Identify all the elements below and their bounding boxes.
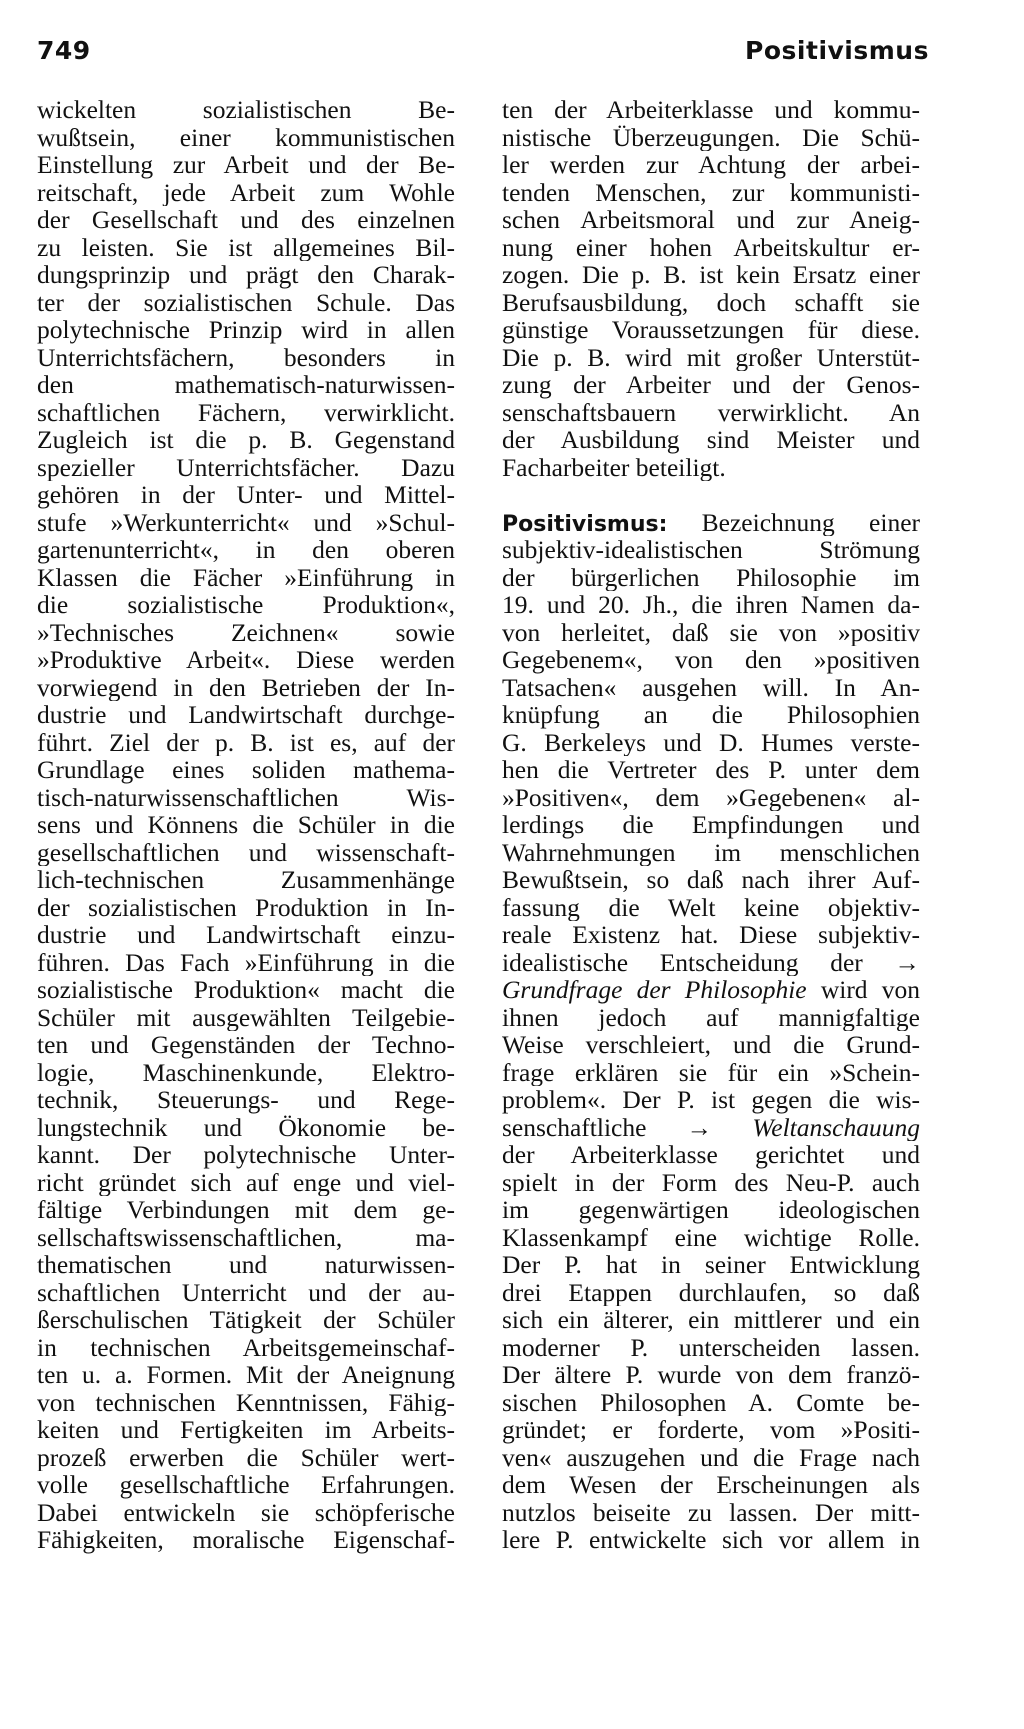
text-line: Einstellung zur Arbeit und der Be- <box>37 151 455 179</box>
entry-xref-line <box>502 976 920 1004</box>
text-line: G. Berkeleys und D. Humes verste- <box>502 728 920 756</box>
text-line: ten der Arbeiterklasse und kommu- <box>502 96 920 124</box>
text-line: sellschaftswissenschaftlichen, ma- <box>37 1223 455 1251</box>
entry-first-line-text: Bezeichnung einer <box>667 508 920 536</box>
entry-xref-line <box>502 1114 920 1142</box>
text-line: ihnen jedoch auf mannigfaltige <box>502 1003 920 1031</box>
text-line: hen die Vertreter des P. unter dem <box>502 756 920 784</box>
text-line: Weise verschleiert, und die Grund- <box>502 1031 920 1059</box>
text-line: von herleitet, daß sie von »positiv <box>502 618 920 646</box>
text-line: Grundlage eines soliden mathema- <box>37 756 455 784</box>
text-line: schaftlichen Fächern, verwirklicht. <box>37 398 455 426</box>
text-line: der Ausbildung sind Meister und <box>502 426 920 454</box>
text-line: dem Wesen der Erscheinungen als <box>502 1471 920 1499</box>
text-line: ten und Gegenständen der Techno- <box>37 1031 455 1059</box>
entry-text-block <box>502 1141 920 1554</box>
text-line: den mathematisch-naturwissen- <box>37 371 455 399</box>
text-line: lerdings die Empfindungen und <box>502 811 920 839</box>
text-line: subjektiv-idealistischen Strömung <box>502 536 920 564</box>
text-line: spezieller Unterrichtsfächer. Dazu <box>37 453 455 481</box>
running-head: Positivismus <box>745 36 929 65</box>
entry-text-block <box>502 536 920 976</box>
text-line: Der ältere P. wurde von dem franzö- <box>502 1361 920 1389</box>
text-line: Klassenkampf eine wichtige Rolle. <box>502 1223 920 1251</box>
text-line: ßerschulischen Tätigkeit der Schüler <box>37 1306 455 1334</box>
text-line: lere P. entwickelte sich vor allem in <box>502 1526 920 1554</box>
text-line: senschaftsbauern verwirklicht. An <box>502 398 920 426</box>
text-line: fassung die Welt keine objektiv- <box>502 893 920 921</box>
text-line: gründet; er forderte, vom »Positi- <box>502 1416 920 1444</box>
text-line: Schüler mit ausgewählten Teilgebie- <box>37 1003 455 1031</box>
text-line: der Gesellschaft und des einzelnen <box>37 206 455 234</box>
text-line: fältige Verbindungen mit dem ge- <box>37 1196 455 1224</box>
text-line: gehören in der Unter- und Mittel- <box>37 481 455 509</box>
text-line: idealistische Entscheidung der → <box>502 948 920 976</box>
text-line: schaftlichen Unterricht und der au- <box>37 1278 455 1306</box>
text-line: gartenunterricht«, in den oberen <box>37 536 455 564</box>
text-line: frage erklären sie für ein »Schein- <box>502 1058 920 1086</box>
text-line: 19. und 20. Jh., die ihren Namen da- <box>502 591 920 619</box>
text-line: polytechnische Prinzip wird in allen <box>37 316 455 344</box>
text-line: günstige Voraussetzungen für diese. <box>502 316 920 344</box>
text-line: Unterrichtsfächern, besonders in <box>37 343 455 371</box>
text-line: führen. Das Fach »Einführung in die <box>37 948 455 976</box>
entry-first-line <box>502 509 920 537</box>
text-line: logie, Maschinenkunde, Elektro- <box>37 1058 455 1086</box>
text-line: sischen Philosophen A. Comte be- <box>502 1388 920 1416</box>
text-line: in technischen Arbeitsgemeinschaf- <box>37 1333 455 1361</box>
text-line: der Arbeiterklasse gerichtet und <box>502 1141 920 1169</box>
left-column <box>37 96 455 1554</box>
text-line: wickelten sozialistischen Be- <box>37 96 455 124</box>
text-line: sens und Könnens die Schüler in die <box>37 811 455 839</box>
text-line: Die p. B. wird mit großer Unterstüt- <box>502 343 920 371</box>
text-line: kannt. Der polytechnische Unter- <box>37 1141 455 1169</box>
text-line: drei Etappen durchlaufen, so daß <box>502 1278 920 1306</box>
text-line: zu leisten. Sie ist allgemeines Bil- <box>37 233 455 261</box>
text-line: knüpfung an die Philosophien <box>502 701 920 729</box>
right-column <box>502 96 920 1554</box>
text-line: Facharbeiter beteiligt. <box>502 453 726 481</box>
text-line: ter der sozialistischen Schule. Das <box>37 288 455 316</box>
text-line: ven« auszugehen und die Frage nach <box>502 1443 920 1471</box>
text-line: zung der Arbeiter und der Genos- <box>502 371 920 399</box>
previous-entry-continuation <box>502 96 920 481</box>
text-line: sich ein älterer, ein mittlerer und ein <box>502 1306 920 1334</box>
text-line: Klassen die Fächer »Einführung in <box>37 563 455 591</box>
text-line: von technischen Kenntnissen, Fähig- <box>37 1388 455 1416</box>
text-line: nistische Überzeugungen. Die Schü- <box>502 123 920 151</box>
text-line: im gegenwärtigen ideologischen <box>502 1196 920 1224</box>
text-line: führt. Ziel der p. B. ist es, auf der <box>37 728 455 756</box>
entry-spacer <box>502 481 920 509</box>
entry-line-text: wird von <box>806 976 920 1004</box>
text-line: Dabei entwickeln sie schöpferische <box>37 1498 455 1526</box>
text-line: sozialistische Produktion« macht die <box>37 976 455 1004</box>
text-line: Zugleich ist die p. B. Gegenstand <box>37 426 455 454</box>
text-line: volle gesellschaftliche Erfahrungen. <box>37 1471 455 1499</box>
text-line: Fähigkeiten, moralische Eigenschaf- <box>37 1526 455 1554</box>
cross-reference-link[interactable]: Grundfrage der Philosophie <box>502 976 807 1004</box>
entry-headword: Positivismus: <box>502 511 668 536</box>
text-line: zogen. Die p. B. ist kein Ersatz einer <box>502 261 920 289</box>
text-line: wußtsein, einer kommunistischen <box>37 123 455 151</box>
text-line: »Technisches Zeichnen« sowie <box>37 618 455 646</box>
cross-reference-link[interactable]: Weltanschauung <box>752 1113 920 1141</box>
text-line: richt gründet sich auf enge und viel- <box>37 1168 455 1196</box>
text-line: thematischen und naturwissen- <box>37 1251 455 1279</box>
text-line: schen Arbeitsmoral und zur Aneig- <box>502 206 920 234</box>
text-line: Der P. hat in seiner Entwicklung <box>502 1251 920 1279</box>
text-line: stufe »Werkunterricht« und »Schul- <box>37 508 455 536</box>
text-line: lich-technischen Zusammenhänge <box>37 866 455 894</box>
text-line: dustrie und Landwirtschaft durchge- <box>37 701 455 729</box>
text-line: prozeß erwerben die Schüler wert- <box>37 1443 455 1471</box>
text-line: die sozialistische Produktion«, <box>37 591 455 619</box>
text-line: »Produktive Arbeit«. Diese werden <box>37 646 455 674</box>
text-line: der bürgerlichen Philosophie im <box>502 563 920 591</box>
text-line: der sozialistischen Produktion in In- <box>37 893 455 921</box>
text-line: vorwiegend in den Betrieben der In- <box>37 673 455 701</box>
text-line: nutzlos beiseite zu lassen. Der mitt- <box>502 1498 920 1526</box>
text-line: problem«. Der P. ist gegen die wis- <box>502 1086 920 1114</box>
page-number: 749 <box>37 36 91 65</box>
text-line: Wahrnehmungen im menschlichen <box>502 838 920 866</box>
text-line: reale Existenz hat. Diese subjektiv- <box>502 921 920 949</box>
text-line: tisch-naturwissenschaftlichen Wis- <box>37 783 455 811</box>
text-line: tenden Menschen, zur kommunisti- <box>502 178 920 206</box>
text-line: Tatsachen« ausgehen will. In An- <box>502 673 920 701</box>
dictionary-entry-positivismus <box>502 509 920 1554</box>
text-line: ler werden zur Achtung der arbei- <box>502 151 920 179</box>
text-line: »Positiven«, dem »Gegebenen« al- <box>502 783 920 811</box>
text-line: Gegebenem«, von den »positiven <box>502 646 920 674</box>
entry-line-text: senschaftliche → <box>502 1113 753 1141</box>
text-line: ten u. a. Formen. Mit der Aneignung <box>37 1361 455 1389</box>
text-line: spielt in der Form des Neu-P. auch <box>502 1168 920 1196</box>
text-line: Berufsausbildung, doch schafft sie <box>502 288 920 316</box>
text-line: reitschaft, jede Arbeit zum Wohle <box>37 178 455 206</box>
text-line: dustrie und Landwirtschaft einzu- <box>37 921 455 949</box>
text-line: nung einer hohen Arbeitskultur er- <box>502 233 920 261</box>
text-line: Bewußtsein, so daß nach ihrer Auf- <box>502 866 920 894</box>
text-line: moderner P. unterscheiden lassen. <box>502 1333 920 1361</box>
text-line: technik, Steuerungs- und Rege- <box>37 1086 455 1114</box>
text-line: dungsprinzip und prägt den Charak- <box>37 261 455 289</box>
text-line: keiten und Fertigkeiten im Arbeits- <box>37 1416 455 1444</box>
text-line: lungstechnik und Ökonomie be- <box>37 1113 455 1141</box>
text-line: gesellschaftlichen und wissenschaft- <box>37 838 455 866</box>
entry-text-block <box>502 1004 920 1114</box>
